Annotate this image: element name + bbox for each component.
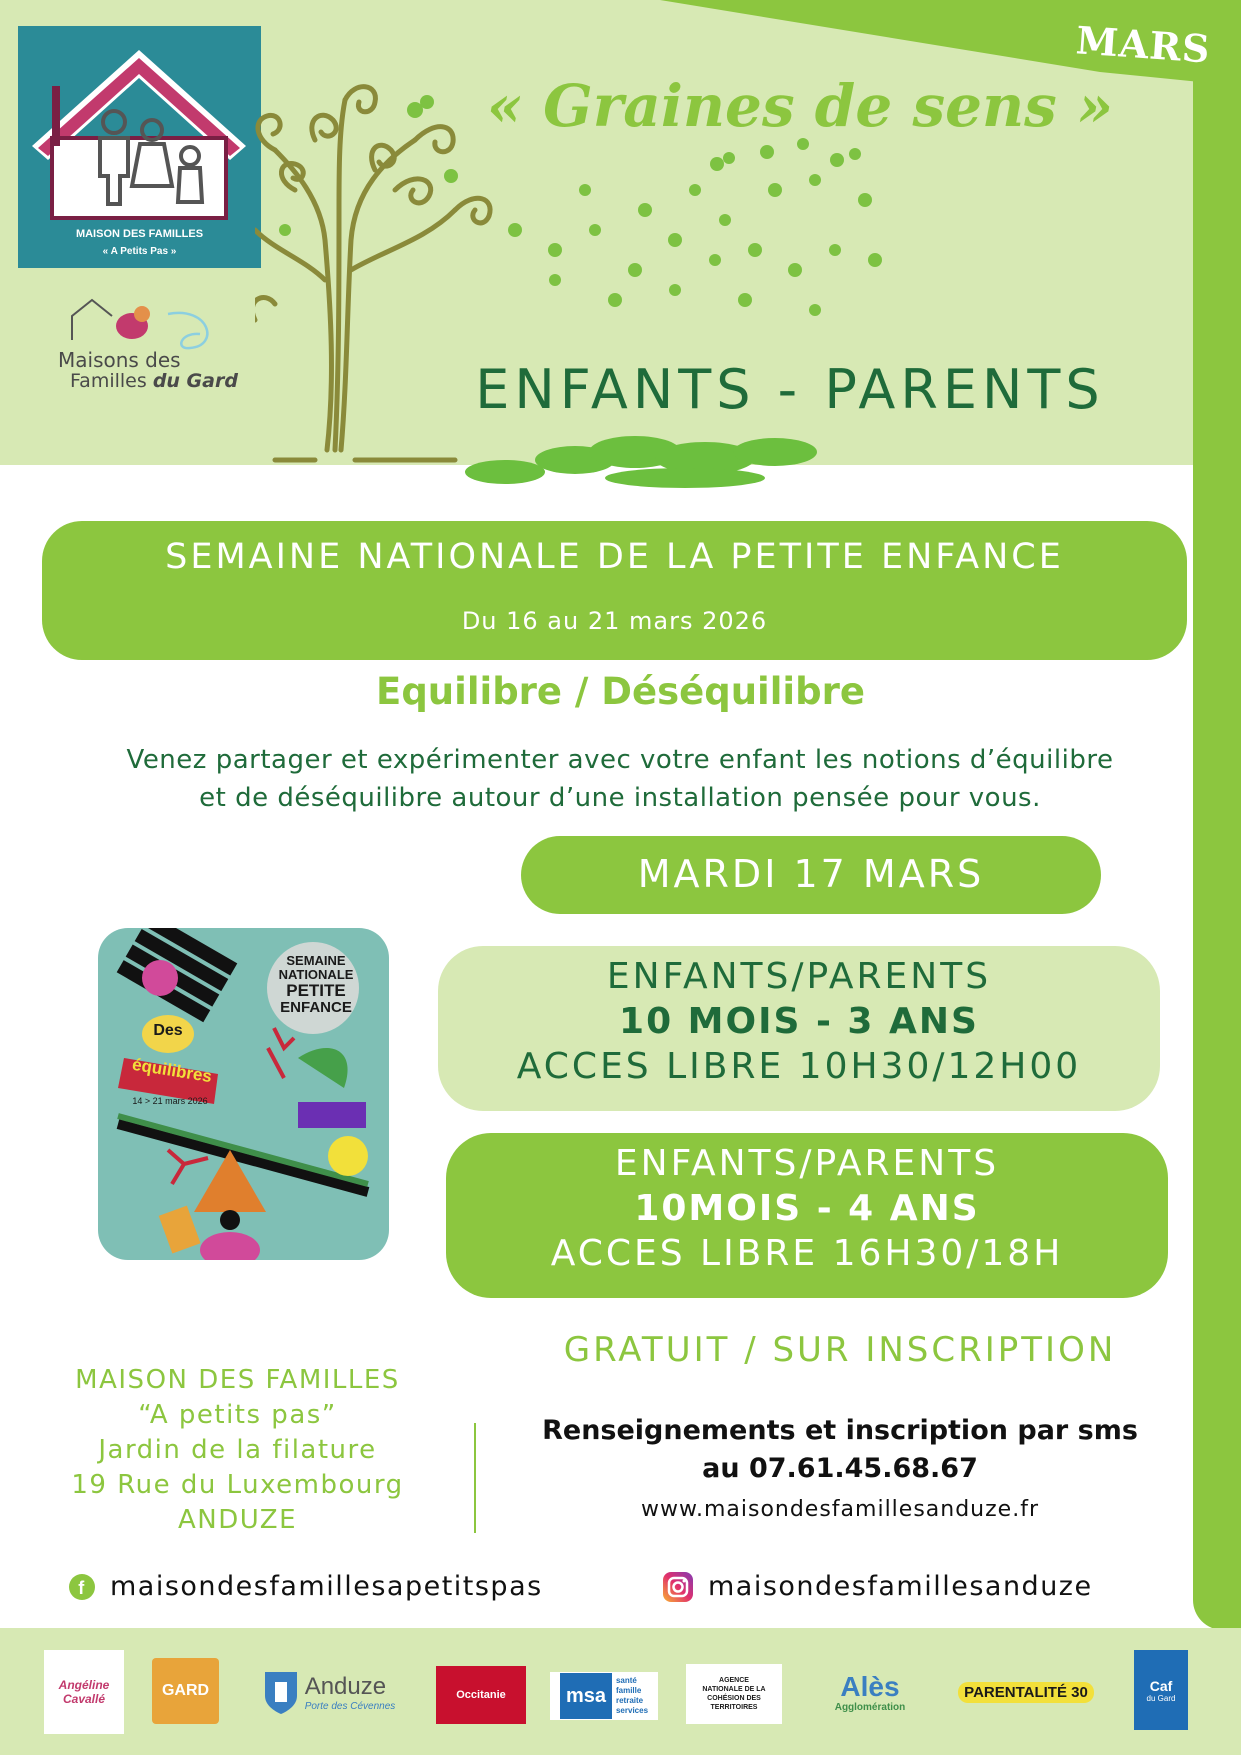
poster-badge-line1: SEMAINE bbox=[286, 953, 346, 968]
gard-logo-line1: Maisons des bbox=[58, 348, 181, 372]
address-block bbox=[30, 1363, 445, 1538]
audience-title: ENFANTS - PARENTS bbox=[475, 358, 1105, 421]
gard-text: GARD bbox=[161, 1682, 210, 1699]
event-date: MARDI 17 MARS bbox=[637, 852, 985, 896]
partner-occitanie bbox=[436, 1666, 526, 1724]
logo-subname: « A Petits Pas » bbox=[102, 246, 177, 257]
address-line1: MAISON DES FAMILLES bbox=[75, 1365, 400, 1395]
maisons-des-familles-du-gard-logo bbox=[50, 296, 240, 396]
session-morning-ages: 10 MOIS - 3 ANS bbox=[619, 1001, 979, 1042]
partner-msa bbox=[550, 1672, 658, 1720]
pricing-info: GRATUIT / SUR INSCRIPTION bbox=[563, 1330, 1117, 1370]
poster-badge-line4: ENFANCE bbox=[280, 999, 352, 1016]
svg-text:f: f bbox=[78, 1577, 86, 1598]
agence-text: AGENCE NATIONALE DE LA COHÉSION DES TERRITOIRES bbox=[702, 1677, 766, 1711]
website-link[interactable]: www.maisondesfamillesanduze.fr bbox=[641, 1497, 1039, 1522]
week-dates: Du 16 au 21 mars 2026 bbox=[461, 607, 768, 635]
instagram-icon bbox=[662, 1571, 694, 1603]
facebook-handle: maisondesfamillesapetitspas bbox=[110, 1571, 543, 1602]
week-title: SEMAINE NATIONALE DE LA PETITE ENFANCE bbox=[165, 537, 1064, 577]
session-afternoon bbox=[446, 1133, 1168, 1298]
msa-sub2: famille bbox=[615, 1686, 642, 1695]
poster-word-equilibres: équilibres bbox=[130, 1054, 214, 1087]
poster-badge bbox=[270, 954, 362, 1016]
gard-logo-line2-bold: du Gard bbox=[152, 370, 238, 392]
caf-text: Caf bbox=[1149, 1677, 1173, 1694]
bird-house-icon bbox=[50, 296, 240, 356]
session-morning-time: ACCES LIBRE 10H30/12H00 bbox=[516, 1046, 1082, 1087]
poster-dates: 14 > 21 mars 2026 bbox=[132, 1096, 208, 1106]
ales-text: Alès bbox=[840, 1670, 900, 1702]
contact-block bbox=[490, 1412, 1190, 1488]
maison-des-familles-logo bbox=[18, 26, 261, 268]
partner-ales bbox=[820, 1650, 920, 1734]
description-line1: Venez partager et expérimenter avec votre enfant les notions d’équilibre bbox=[126, 745, 1114, 775]
house-family-icon bbox=[18, 26, 261, 226]
occitanie-text: Occitanie bbox=[456, 1689, 506, 1701]
poster-word-des: Des bbox=[153, 1022, 183, 1039]
instagram-link[interactable] bbox=[662, 1570, 1093, 1603]
session-afternoon-ages: 10MOIS - 4 ANS bbox=[634, 1188, 980, 1229]
tree-illustration bbox=[255, 80, 975, 490]
vertical-divider bbox=[474, 1423, 476, 1533]
national-week-poster bbox=[98, 928, 389, 1260]
facebook-link[interactable] bbox=[68, 1570, 543, 1602]
partner-anduze bbox=[258, 1650, 400, 1734]
partner-gard bbox=[152, 1658, 219, 1724]
session-afternoon-time: ACCES LIBRE 16H30/18H bbox=[550, 1233, 1064, 1274]
address-line5: ANDUZE bbox=[177, 1505, 298, 1535]
msa-sub3: retraite bbox=[615, 1696, 644, 1705]
partner-agence-cohesion bbox=[686, 1664, 782, 1724]
contact-phone[interactable]: au 07.61.45.68.67 bbox=[702, 1453, 978, 1484]
address-line3: Jardin de la filature bbox=[98, 1435, 377, 1465]
partner-parentalite-30 bbox=[956, 1650, 1096, 1734]
session-afternoon-audience: ENFANTS/PARENTS bbox=[614, 1143, 1000, 1184]
facebook-icon bbox=[68, 1573, 96, 1601]
msa-text: msa bbox=[560, 1673, 612, 1719]
gard-logo-line2 bbox=[70, 370, 238, 392]
address-line4: 19 Rue du Luxembourg bbox=[71, 1470, 404, 1500]
parentalite-text: PARENTALITÉ 30 bbox=[958, 1682, 1094, 1703]
msa-sub4: services bbox=[615, 1706, 649, 1715]
logo-name: MAISON DES FAMILLES bbox=[75, 228, 204, 240]
month-label: MARS bbox=[1075, 17, 1213, 72]
address-line2: “A petits pas” bbox=[138, 1400, 337, 1430]
event-title: « Graines de sens » bbox=[486, 72, 1114, 140]
theme-title: Equilibre / Déséquilibre bbox=[376, 670, 865, 713]
instagram-handle: maisondesfamillesanduze bbox=[708, 1571, 1093, 1602]
msa-sub1: santé bbox=[615, 1676, 637, 1685]
date-banner bbox=[521, 836, 1101, 914]
angeline-text: Angéline Cavallé bbox=[58, 1678, 110, 1706]
contact-line1: Renseignements et inscription par sms bbox=[542, 1415, 1138, 1446]
session-morning-audience: ENFANTS/PARENTS bbox=[606, 956, 992, 997]
session-morning bbox=[438, 946, 1160, 1111]
ales-subtext: Agglomération bbox=[834, 1701, 906, 1713]
anduze-crest-icon bbox=[263, 1668, 299, 1716]
poster-badge-line2: NATIONALE bbox=[278, 967, 354, 982]
partner-angeline-cavalle bbox=[44, 1650, 124, 1734]
caf-subtext: du Gard bbox=[1146, 1693, 1176, 1703]
poster-badge-line3: PETITE bbox=[286, 981, 346, 1000]
right-accent-strip bbox=[1193, 60, 1241, 1630]
gard-logo-line2-regular: Familles bbox=[70, 370, 153, 392]
anduze-subtext: Porte des Cévennes bbox=[304, 1700, 396, 1712]
week-banner bbox=[42, 521, 1187, 660]
anduze-text: Anduze bbox=[304, 1672, 387, 1700]
partner-caf-gard bbox=[1134, 1650, 1188, 1730]
description bbox=[40, 741, 1200, 817]
description-line2: et de déséquilibre autour d’une installation pensée pour vous. bbox=[199, 783, 1041, 813]
